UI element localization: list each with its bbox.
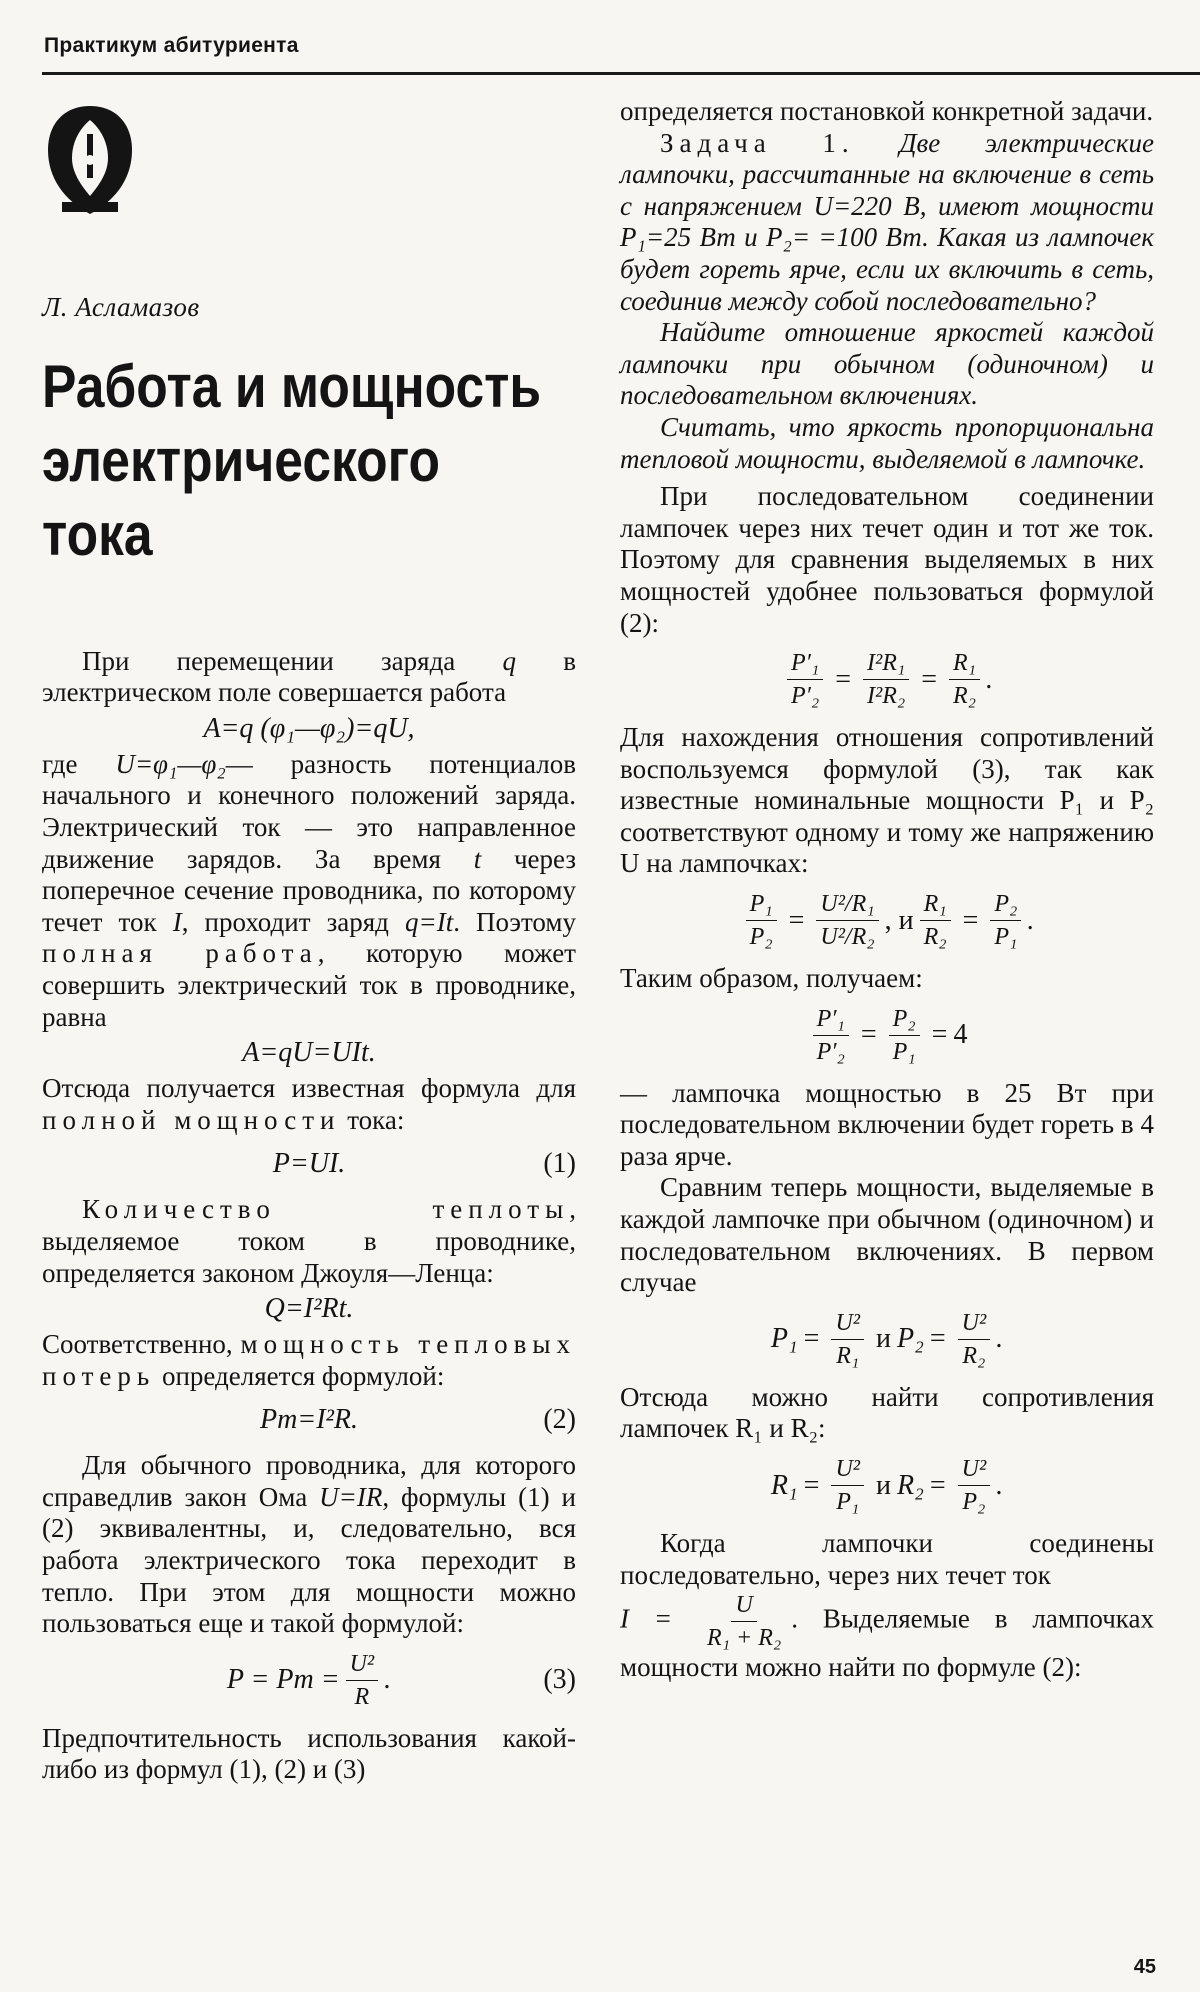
paragraph: Для обычного проводника, для которого справедлив закон Ома U=IR, формулы (1) и (2) эквивалентны, и, следовательно, вся работа электрического тока переходит в тепло. При этом для мощности можно пользоваться еще и такой формулой:: [42, 1450, 576, 1639]
equation-2: Pт=I²R. (2): [42, 1402, 576, 1438]
left-column: [42, 100, 576, 1786]
equation-ratio-a: $\frac{\text{P′₁}}{\text{P′₂}}$ = $\frac{\text{I²R₁}}{\text{I²R₂}}$ = $\frac{\text{R₁}}{\text{R₂}}$ .: [620, 649, 1154, 710]
paragraph: I = $\frac{U}{\text{R₁ + R₂}}$ . Выделяемые в лампочках мощности можно найти по формуле (2):: [620, 1592, 1155, 1683]
equation-ratio-c: $\frac{\text{P′₁}}{\text{P′₂}}$ = $\frac{\text{P₂}}{\text{P₁}}$ = 4: [620, 1005, 1154, 1066]
equation: A=q (φ₁—φ₂)=qU,: [203, 712, 415, 744]
task-statement: Найдите отношение яркостей каждой лампочки при обычном (одиночном) и последовательном включениях.: [620, 317, 1154, 411]
equation: Q=I²Rt.: [264, 1293, 354, 1325]
paragraph: Соответственно, мощность тепловых потерь определяется формулой:: [42, 1329, 576, 1391]
pen-nib-logo-icon: [42, 100, 138, 220]
paragraph: Отсюда можно найти сопротивления лампочек R₁ и R₂:: [620, 1381, 1154, 1444]
paragraph: — лампочка мощностью в 25 Вт при последовательном включении будет гореть в 4 раза ярче.: [620, 1077, 1154, 1171]
running-head: Практикум абитуриента: [44, 34, 299, 57]
paragraph: При перемещении заряда q в электрическом поле совершается работа: [42, 645, 576, 708]
equation-number: (1): [543, 1148, 576, 1180]
paragraph: где U=φ₁—φ₂— разность потенциалов начального и конечного положений заряда. Электрический ток — это направленное движение зарядов. За время t через поперечное сечение проводника, по которому течет ток I, проходит заряд q=It. Поэтому полная работа, которую может совершить электрический ток в проводнике, равна: [42, 748, 577, 1032]
task-statement: Задача 1. Две электрические лампочки, рассчитанные на включение в сеть с напряжением U=220 В, имеют мощности P₁=25 Вт и P₂= =100 Вт. Какая из лампочек будет гореть ярче, если их включить в сеть, соединив между собой последовательно?: [620, 127, 1154, 316]
task-label: Задача 1.: [660, 127, 855, 158]
paragraph: Когда лампочки соединены последовательно, через них течет ток: [620, 1528, 1154, 1590]
task-statement: Считать, что яркость пропорциональна тепловой мощности, выделяемой в лампочке.: [620, 411, 1154, 474]
paragraph: Сравним теперь мощности, выделяемые в каждой лампочке при обычном (одиночном) и последовательном включениях. В первом случае: [620, 1172, 1154, 1298]
paragraph: определяется постановкой конкретной задачи.: [620, 96, 1154, 126]
equation-resistances: R₁ = $\frac{\text{U²}}{\text{P₁}}$ и R₂ = $\frac{\text{U²}}{\text{P₂}}$ .: [770, 1456, 1004, 1515]
equation-ratio-b: $\frac{\text{P₁}}{\text{P₂}}$ = $\frac{\text{U²/R₁}}{\text{U²/R₂}}$ , и $\frac{\text{R₁}}{\text{R₂}}$ = $\frac{\text{P₂}}{\text{P₁}}$ .: [620, 890, 1154, 951]
paragraph: Отсюда получается известная формула для полной мощности тока:: [42, 1073, 576, 1135]
paragraph: Таким образом, получаем:: [620, 963, 923, 994]
paragraph: Предпочтительность использования какой-либо из формул (1), (2) и (3): [42, 1722, 576, 1785]
right-column: [620, 96, 1154, 1684]
equation-number: (2): [543, 1404, 576, 1436]
equation-powers: P₁ = $\frac{\text{U²}}{\text{R₁}}$ и P₂ = $\frac{\text{U²}}{\text{R₂}}$ .: [770, 1309, 1004, 1369]
paragraph: Количество теплоты, выделяемое током в проводнике, определяется законом Джоуля—Ленца:: [42, 1194, 576, 1288]
title-line: тока: [42, 500, 153, 568]
article-title: [42, 350, 575, 572]
header-rule: [42, 72, 1200, 75]
equation: A=qU=UIt.: [242, 1037, 376, 1069]
equation-1: P=UI. (1): [42, 1146, 576, 1182]
equation-number: (3): [543, 1664, 576, 1696]
page-number: 45: [1133, 1956, 1156, 1978]
title-line: Работа и мощность: [42, 352, 542, 420]
paragraph: Для нахождения отношения сопротивлений воспользуемся формулой (3), так как известные номинальные мощности P₁ и P₂ соответствуют одному и тому же напряжению U на лампочках:: [620, 722, 1154, 879]
equation-3: P = Pт = $\frac{\text{U²}}{R}$ . (3): [226, 1650, 576, 1710]
author: Л. Асламазов: [42, 292, 200, 322]
paragraph: При последовательном соединении лампочек через них течет один и тот же ток. Поэтому для сравнения выделяемых в них мощностей удобнее пользоваться формулой (2):: [620, 481, 1154, 638]
title-line: электрического: [42, 426, 441, 494]
